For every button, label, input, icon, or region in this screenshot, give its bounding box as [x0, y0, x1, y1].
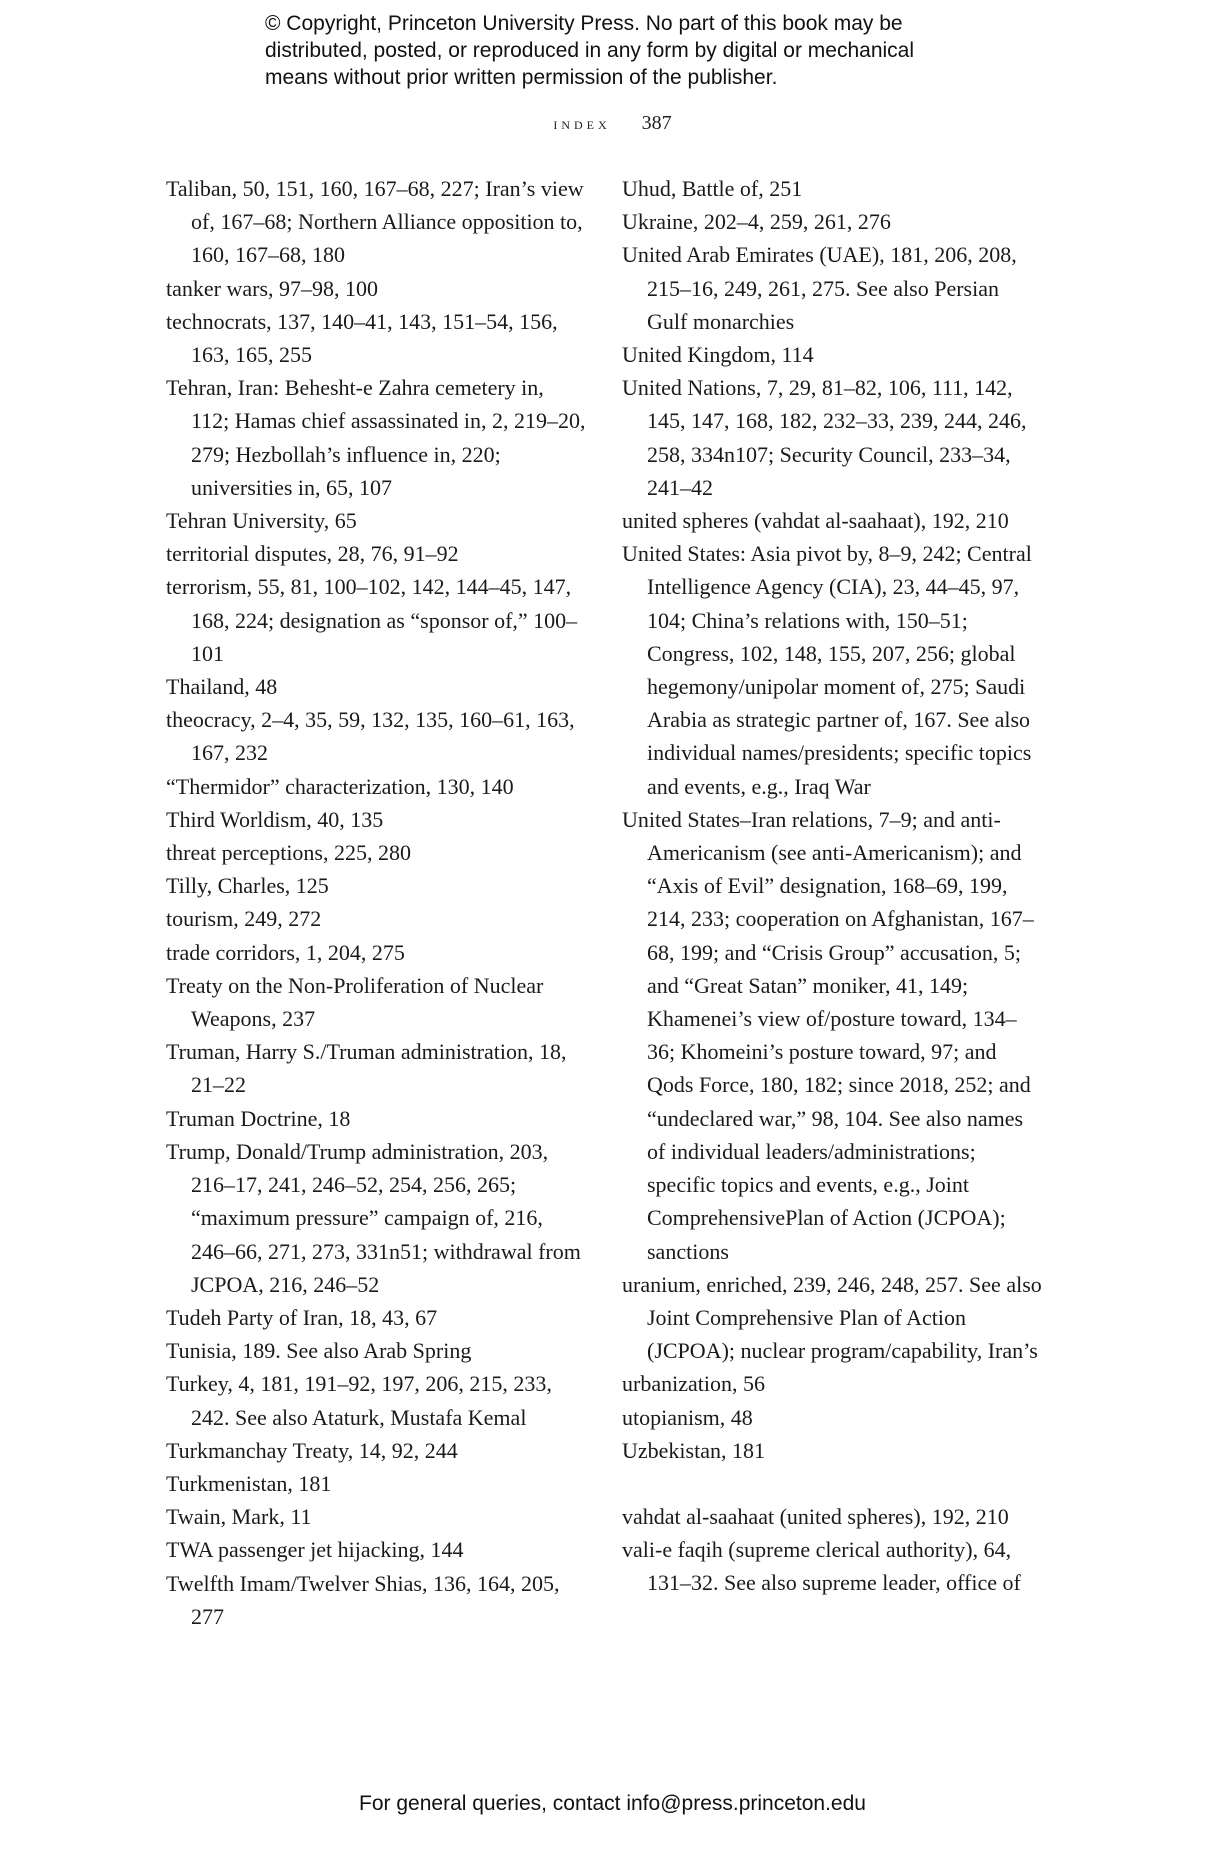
index-entry: Treaty on the Non-Proliferation of Nuclear Weapons, 237: [166, 972, 544, 1032]
index-entry: Truman, Harry S./Truman administration, 18, 21–22: [166, 1039, 567, 1098]
index-entry: trade corridors, 1, 204, 275: [166, 939, 405, 965]
copyright-line-1: © Copyright, Princeton University Press. No part of this book may be: [265, 12, 903, 35]
index-entry: terrorism, 55, 81, 100–102, 142, 144–45, 147, 168, 224; designation as “sponsor of,” 100–101: [166, 574, 578, 666]
index-entry: Turkey, 4, 181, 191–92, 197, 206, 215, 233, 242. See also Ataturk, Mustafa Kemal: [166, 1371, 552, 1430]
index-entry: Tudeh Party of Iran, 18, 43, 67: [166, 1304, 438, 1330]
index-entry: Uzbekistan, 181: [622, 1437, 765, 1463]
index-entry: uranium, enriched, 239, 246, 248, 257. See also Joint Comprehensive Plan of Action (JCPOA); nuclear program/capability, Iran’s: [622, 1271, 1042, 1364]
index-entry: United Nations, 7, 29, 81–82, 106, 111, 142, 145, 147, 168, 182, 232–33, 239, 244, 246, 258, 334n107; Security Council, 233–34, 241–42: [622, 375, 1027, 500]
running-head: [0, 112, 1225, 135]
index-entry: Tunisia, 189. See also Arab Spring: [166, 1338, 472, 1364]
index-entry: threat perceptions, 225, 280: [166, 840, 411, 866]
index-entry: Taliban, 50, 151, 160, 167–68, 227; Iran’s view of, 167–68; Northern Alliance opposition to, 160, 167–68, 180: [166, 176, 584, 268]
index-entry: Twelfth Imam/Twelver Shias, 136, 164, 205, 277: [166, 1570, 560, 1629]
index-entry: urbanization, 56: [622, 1371, 765, 1397]
index-entry: Tehran, Iran: Behesht-e Zahra cemetery in, 112; Hamas chief assassinated in, 2, 219–20, 279; Hezbollah’s influence in, 220; universities in, 65, 107: [166, 375, 586, 500]
index-entry: Third Worldism, 40, 135: [166, 806, 384, 832]
index-column-right: [622, 172, 1042, 1600]
copyright-notice: [265, 10, 1025, 91]
index-entry: Uhud, Battle of, 251: [622, 176, 803, 201]
index-entry: Trump, Donald/Trump administration, 203, 216–17, 241, 246–52, 254, 256, 265; “maximum pressure” campaign of, 216, 246–66, 271, 273, 331n51; withdrawal from JCPOA, 216, 246–52: [166, 1138, 581, 1297]
index-entry: United States–Iran relations, 7–9; and anti-Americanism (see anti-Americanism); and “Axis of Evil” designation, 168–69, 199, 214, 233; cooperation on Afghanistan, 167–68, 199; and “Crisis Group” accusation, 5; and “Great Satan” moniker, 41, 149; Khamenei’s view of/posture toward, 134–36; Khomeini’s posture toward, 97; and Qods Force, 180, 182; since 2018, 252; and “undeclared war,” 98, 104. See also names of individual leaders/administrations; specific topics and events, e.g., Joint ComprehensivePlan of Action (JCPOA); sanctions: [622, 806, 1034, 1264]
index-entry: TWA passenger jet hijacking, 144: [166, 1537, 464, 1563]
running-head-label: index: [553, 114, 611, 133]
index-entry: utopianism, 48: [622, 1404, 753, 1430]
index-entry: United Kingdom, 114: [622, 342, 814, 368]
index-column-left: [166, 172, 586, 1633]
index-entry: Twain, Mark, 11: [166, 1504, 312, 1530]
index-entry: “Thermidor” characterization, 130, 140: [166, 773, 514, 799]
index-entry: Tilly, Charles, 125: [166, 873, 329, 899]
footer-contact: For general queries, contact info@press.princeton.edu: [359, 1792, 866, 1815]
index-entry: territorial disputes, 28, 76, 91–92: [166, 541, 459, 567]
index-entry: Thailand, 48: [166, 674, 278, 700]
section-gap: [622, 1467, 1042, 1500]
index-entry: United States: Asia pivot by, 8–9, 242; Central Intelligence Agency (CIA), 23, 44–45, 97, 104; China’s relations with, 150–51; Congress, 102, 148, 155, 207, 256; global hegemony/unipolar moment of, 275; Saudi Arabia as strategic partner of, 167. See also individual names/presidents; specific topics and events, e.g., Iraq War: [622, 541, 1032, 799]
index-entry: Tehran University, 65: [166, 508, 357, 534]
index-entry: Ukraine, 202–4, 259, 261, 276: [622, 209, 891, 235]
page-number: 387: [641, 112, 672, 134]
index-entry: Turkmenistan, 181: [166, 1470, 332, 1496]
index-entry: vahdat al-saahaat (united spheres), 192, 210: [622, 1503, 1009, 1529]
index-entry: vali-e faqih (supreme clerical authority), 64, 131–32. See also supreme leader, office of: [622, 1537, 1021, 1596]
index-entry: theocracy, 2–4, 35, 59, 132, 135, 160–61, 163, 167, 232: [166, 707, 575, 766]
index-entry: tourism, 249, 272: [166, 906, 322, 932]
index-entry: united spheres (vahdat al-saahaat), 192, 210: [622, 508, 1009, 534]
index-entry: Truman Doctrine, 18: [166, 1105, 351, 1131]
index-entry: United Arab Emirates (UAE), 181, 206, 208, 215–16, 249, 261, 275. See also Persian Gulf monarchies: [622, 242, 1017, 334]
copyright-line-3: means without prior written permission of the publisher.: [265, 66, 778, 89]
index-entry: technocrats, 137, 140–41, 143, 151–54, 156, 163, 165, 255: [166, 308, 558, 368]
index-entry: Turkmanchay Treaty, 14, 92, 244: [166, 1437, 458, 1463]
copyright-line-2: distributed, posted, or reproduced in any form by digital or mechanical: [265, 39, 915, 62]
index-entry: tanker wars, 97–98, 100: [166, 275, 379, 301]
